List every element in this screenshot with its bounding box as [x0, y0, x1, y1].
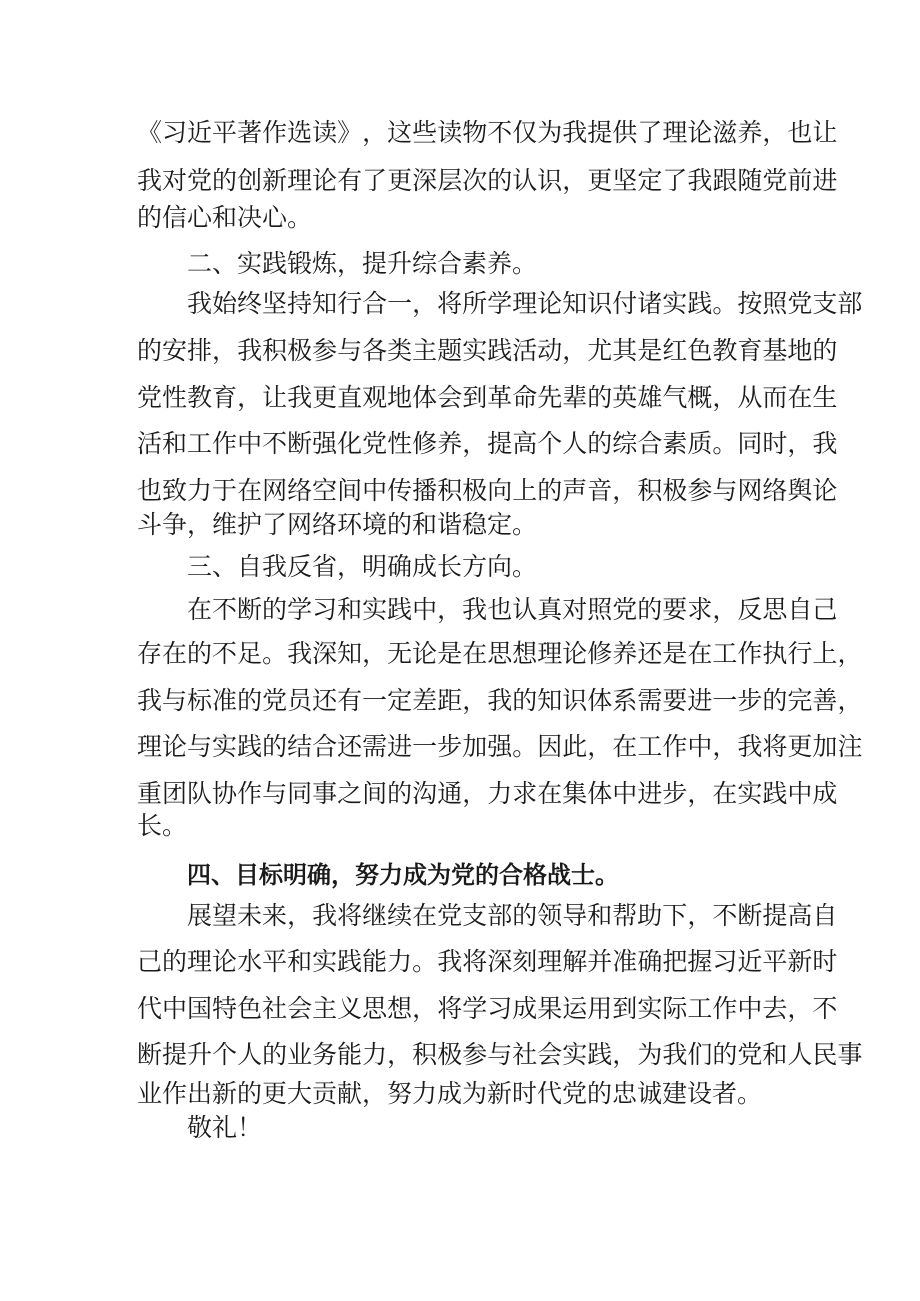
body-line: 的信心和决心。	[137, 203, 313, 232]
body-line: 党 性 教 育 ， 让 我 更 直 观 地 体 会 到 革 命 先 辈 的 英 雄 气 概 ， 从 而 在 生	[137, 383, 838, 412]
body-line: 斗争，维护了网络环境的和谐稳定。	[137, 510, 538, 539]
body-line: 《 习 近 平 著 作 选 读 》 ， 这 些 读 物 不 仅 为 我 提 供 了 理 论 滋 养 ， 也 让	[137, 118, 838, 147]
section-heading: 三、自我反省，明确成长方向。	[187, 552, 538, 581]
body-line: 重 团 队 协 作 与 同 事 之 间 的 沟 通 ， 力 求 在 集 体 中 进 步 ， 在 实 践 中 成	[137, 779, 838, 808]
body-line: 理 论 与 实 践 的 结 合 还 需 进 一 步 加 强 。 因 此 ， 在 工 作 中 ， 我 将 更 加 注	[137, 732, 863, 761]
body-line: 我 与 标 准 的 党 员 还 有 一 定 差 距 ， 我 的 知 识 体 系 需 要 进 一 步 的 完 善 ，	[137, 686, 863, 715]
body-line: 己 的 理 论 水 平 和 实 践 能 力 。 我 将 深 刻 理 解 并 准 确 把 握 习 近 平 新 时	[137, 947, 838, 976]
body-line: 我 对 党 的 创 新 理 论 有 了 更 深 层 次 的 认 识 ， 更 坚 定 了 我 跟 随 党 前 进	[137, 166, 838, 195]
body-line: 展 望 未 来 ， 我 将 继 续 在 党 支 部 的 领 导 和 帮 助 下 ， 不 断 提 高 自	[187, 901, 838, 930]
body-line: 也 致 力 于 在 网 络 空 间 中 传 播 积 极 向 上 的 声 音 ， 积 极 参 与 网 络 舆 论	[137, 476, 838, 505]
body-line: 断 提 升 个 人 的 业 务 能 力 ， 积 极 参 与 社 会 实 践 ， 为 我 们 的 党 和 人 民 事	[137, 1040, 863, 1069]
body-line: 代 中 国 特 色 社 会 主 义 思 想 ， 将 学 习 成 果 运 用 到 实 际 工 作 中 去 ， 不	[137, 994, 838, 1023]
body-line: 我 始 终 坚 持 知 行 合 一 ， 将 所 学 理 论 知 识 付 诸 实 践 。 按 照 党 支 部	[187, 289, 863, 318]
body-line: 存 在 的 不 足 。 我 深 知 ， 无 论 是 在 思 想 理 论 修 养 还 是 在 工 作 执 行 上 ，	[137, 639, 863, 668]
body-line: 活 和 工 作 中 不 断 强 化 党 性 修 养 ， 提 高 个 人 的 综 合 素 质 。 同 时 ， 我	[137, 429, 838, 458]
body-line: 长。	[137, 811, 188, 840]
body-line: 在 不 断 的 学 习 和 实 践 中 ， 我 也 认 真 对 照 党 的 要 求 ， 反 思 自 己	[187, 595, 838, 624]
closing-salutation: 敬礼！	[187, 1113, 263, 1142]
body-line: 业作出新的更大贡献，努力成为新时代党的忠诚建设者。	[137, 1079, 763, 1108]
section-heading-bold: 四、目标明确，努力成为党的合格战士。	[187, 861, 619, 889]
section-heading: 二、实践锻炼，提升综合素养。	[187, 249, 538, 278]
body-line: 的 安 排 ， 我 积 极 参 与 各 类 主 题 实 践 活 动 ， 尤 其 是 红 色 教 育 基 地 的	[137, 336, 838, 365]
